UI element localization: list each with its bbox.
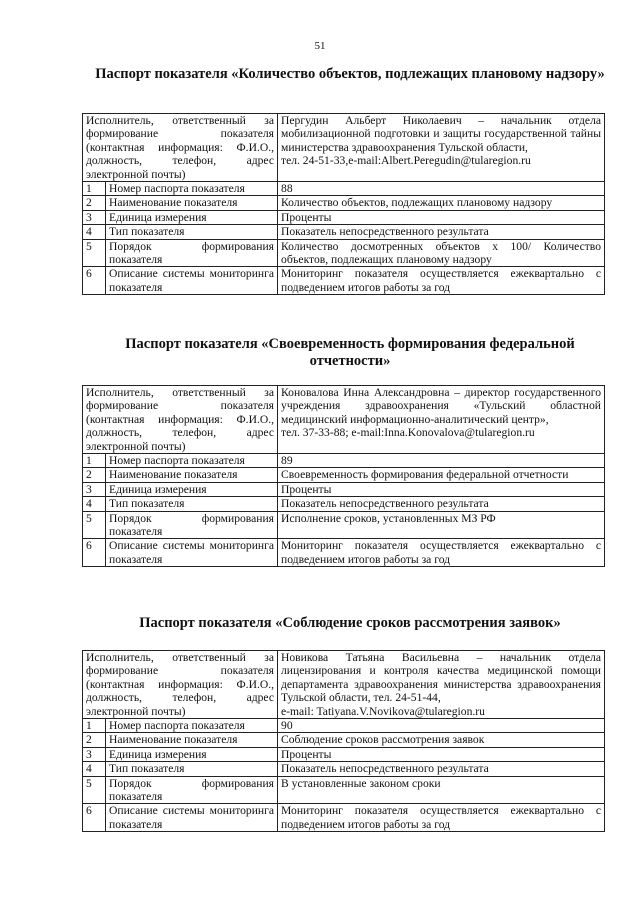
executor-row: [83, 651, 605, 719]
row-label: Наименование показателя: [106, 733, 278, 747]
table-row: [83, 225, 605, 239]
row-number: 6: [83, 804, 106, 832]
row-number: 1: [83, 182, 106, 196]
row-value: Показатель непосредственного результата: [278, 497, 605, 511]
executor-contact: тел. 37-33-88; e-mail:Inna.Konovalova@tularegion.ru: [281, 426, 535, 440]
executor-label: Исполнитель, ответственный за формирование показателя (контактная информация: Ф.И.О., должность, телефон, адрес электронной почты): [83, 651, 278, 719]
executor-row: [83, 386, 605, 454]
row-number: 5: [83, 776, 106, 804]
row-value: Мониторинг показателя осуществляется ежеквартально с подведением итогов работы за год: [278, 804, 605, 832]
section-title: Паспорт показателя «Соблюдение сроков рассмотрения заявок»: [139, 615, 561, 631]
table-row: [83, 733, 605, 747]
table-row: [83, 719, 605, 733]
row-label: Наименование показателя: [106, 468, 278, 482]
row-value: Количество объектов, подлежащих плановому надзору: [278, 196, 605, 210]
table-row: [83, 762, 605, 776]
executor-name: Пергудин Альберт Николаевич – начальник отдела мобилизационной подготовки и защиты государственной тайны министерства здравоохранения Тульской области,: [281, 114, 601, 154]
executor-label: Исполнитель, ответственный за формирование показателя (контактная информация: Ф.И.О., должность, телефон, адрес электронной почты): [83, 114, 278, 182]
executor-row: [83, 114, 605, 182]
row-number: 5: [83, 511, 106, 539]
table-row: [83, 468, 605, 482]
row-number: 3: [83, 210, 106, 224]
page-number: 51: [314, 40, 326, 52]
row-value: Проценты: [278, 210, 605, 224]
executor-contact: e-mail: Tatiyana.V.Novikova@tularegion.ru: [281, 704, 485, 718]
row-label: Наименование показателя: [106, 196, 278, 210]
table-row: [83, 210, 605, 224]
table-row: [83, 776, 605, 804]
indicator-passport-table: [82, 385, 605, 567]
table-row: [83, 454, 605, 468]
row-number: 4: [83, 225, 106, 239]
row-value: Проценты: [278, 747, 605, 761]
row-value: Мониторинг показателя осуществляется ежеквартально с подведением итогов работы за год: [278, 539, 605, 567]
row-label: Номер паспорта показателя: [106, 719, 278, 733]
row-number: 5: [83, 239, 106, 267]
row-label: Единица измерения: [106, 210, 278, 224]
table-row: [83, 804, 605, 832]
row-value: В установленные законом сроки: [278, 776, 605, 804]
indicator-passport-table: [82, 113, 605, 295]
row-label: Единица измерения: [106, 747, 278, 761]
row-label: Номер паспорта показателя: [106, 182, 278, 196]
row-label: Единица измерения: [106, 482, 278, 496]
row-value: Показатель непосредственного результата: [278, 225, 605, 239]
table-row: [83, 182, 605, 196]
row-value: Своевременность формирования федеральной отчетности: [278, 468, 605, 482]
row-value: Проценты: [278, 482, 605, 496]
row-label: Тип показателя: [106, 762, 278, 776]
row-value: Количество досмотренных объектов х 100/ Количество объектов, подлежащих плановому надзору: [278, 239, 605, 267]
row-value: Исполнение сроков, установленных МЗ РФ: [278, 511, 605, 539]
section-title: Паспорт показателя «Своевременность формирования федеральной отчетности»: [125, 336, 575, 369]
executor-contact: тел. 24-51-33,e-mail:Albert.Peregudin@tularegion.ru: [281, 154, 531, 168]
table-row: [83, 539, 605, 567]
row-value: Соблюдение сроков рассмотрения заявок: [278, 733, 605, 747]
table-row: [83, 747, 605, 761]
executor-name: Коновалова Инна Александровна – директор государственного учреждения здравоохранения «Тульский областной медицинский информационно-аналитический центр»,: [281, 386, 601, 426]
table-row: [83, 267, 605, 295]
row-label: Порядок формирования показателя: [106, 511, 278, 539]
row-value: Мониторинг показателя осуществляется ежеквартально с подведением итогов работы за год: [278, 267, 605, 295]
row-label: Описание системы мониторинга показателя: [106, 539, 278, 567]
executor-label: Исполнитель, ответственный за формирование показателя (контактная информация: Ф.И.О., должность, телефон, адрес электронной почты): [83, 386, 278, 454]
section-title: Паспорт показателя «Количество объектов, подлежащих плановому надзору»: [95, 66, 605, 82]
row-number: 4: [83, 497, 106, 511]
table-row: [83, 482, 605, 496]
row-number: 2: [83, 196, 106, 210]
row-number: 3: [83, 747, 106, 761]
row-label: Тип показателя: [106, 497, 278, 511]
table-row: [83, 497, 605, 511]
row-value: Показатель непосредственного результата: [278, 762, 605, 776]
indicator-passport-table: [82, 650, 605, 832]
table-row: [83, 196, 605, 210]
row-value: 90: [278, 719, 605, 733]
row-value: 89: [278, 454, 605, 468]
row-label: Описание системы мониторинга показателя: [106, 267, 278, 295]
row-number: 1: [83, 454, 106, 468]
row-number: 6: [83, 539, 106, 567]
executor-name: Новикова Татьяна Васильевна – начальник отдела лицензирования и контроля качества медицинской помощи департамента здравоохранения министерства здравоохранения Тульской области, тел. 24-51-44,: [281, 651, 601, 705]
row-number: 3: [83, 482, 106, 496]
row-number: 4: [83, 762, 106, 776]
row-label: Номер паспорта показателя: [106, 454, 278, 468]
row-number: 2: [83, 733, 106, 747]
executor-info: [278, 651, 605, 719]
executor-info: [278, 386, 605, 454]
row-number: 6: [83, 267, 106, 295]
table-row: [83, 239, 605, 267]
executor-info: [278, 114, 605, 182]
row-label: Описание системы мониторинга показателя: [106, 804, 278, 832]
table-row: [83, 511, 605, 539]
row-value: 88: [278, 182, 605, 196]
row-number: 2: [83, 468, 106, 482]
row-label: Тип показателя: [106, 225, 278, 239]
row-label: Порядок формирования показателя: [106, 239, 278, 267]
row-number: 1: [83, 719, 106, 733]
row-label: Порядок формирования показателя: [106, 776, 278, 804]
